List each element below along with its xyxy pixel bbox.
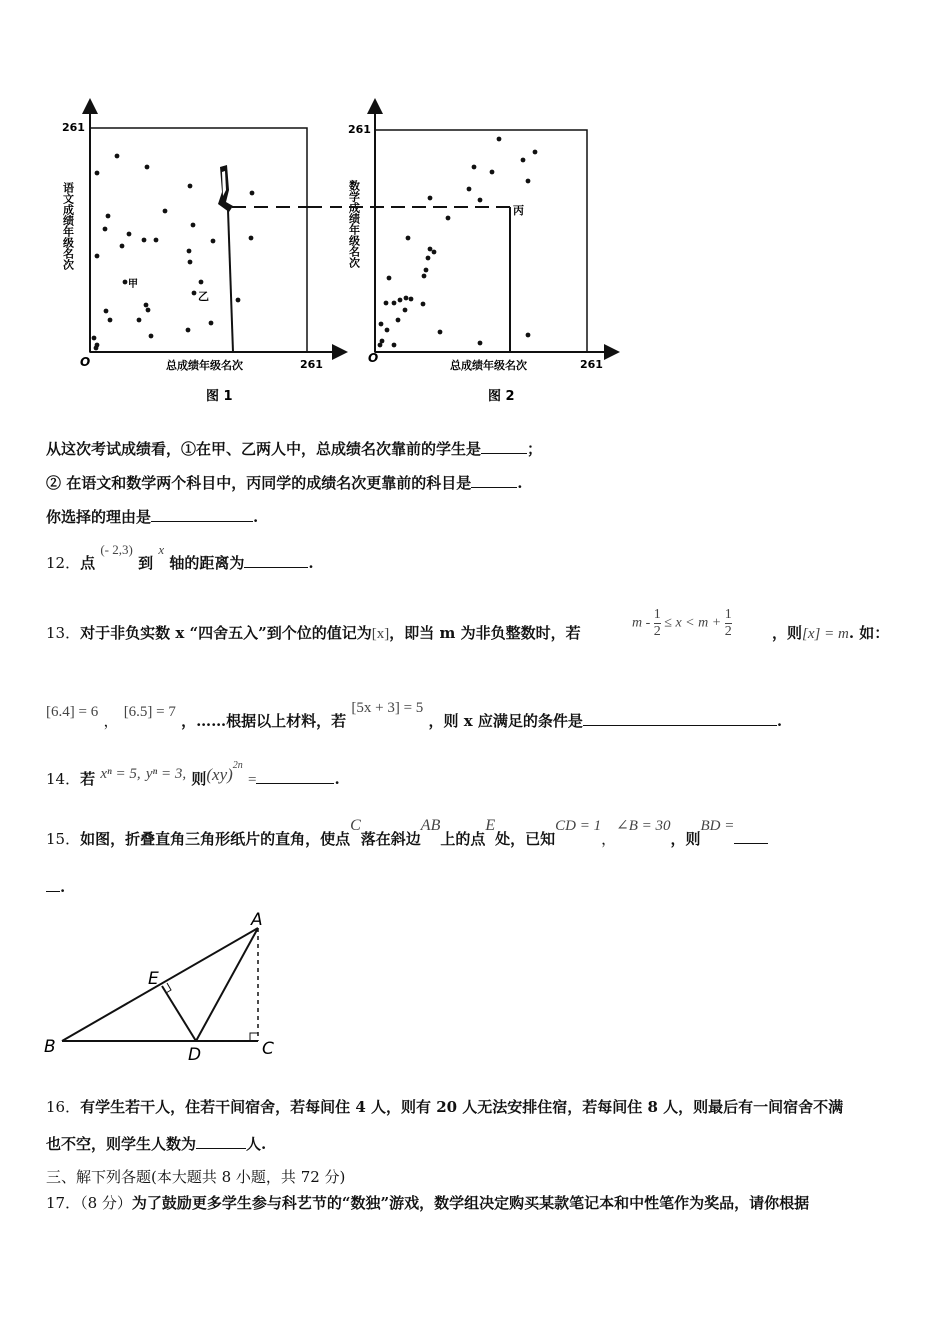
q14-mid: 则 [191, 770, 207, 788]
q11-line-1 [46, 438, 542, 459]
q12-line [46, 542, 314, 573]
fig2-x-right: 261 [580, 358, 603, 371]
q16-line-1 [46, 1096, 843, 1117]
q13-text-c: ，则 [772, 624, 803, 642]
q11-line3-end: . [253, 508, 259, 526]
fig1-point [106, 214, 111, 219]
fig1-point [108, 318, 113, 323]
fig1-point [154, 238, 159, 243]
fig1-point [163, 209, 168, 214]
fig1-point [94, 346, 99, 351]
fig1-point [95, 254, 100, 259]
fig2-point [446, 216, 451, 221]
fig2-point [392, 301, 397, 306]
answer-blank-q14[interactable] [256, 768, 334, 784]
fig2-point [422, 274, 427, 279]
figure-1 [62, 106, 341, 404]
q17-line [46, 1192, 809, 1213]
q13-text-d: . 如： [848, 624, 890, 642]
fig2-point [467, 187, 472, 192]
fig1-point [191, 223, 196, 228]
q12-mid: 到 [138, 554, 154, 572]
q17-text: 为了鼓励更多学生参与科艺节的“数独”游戏，数学组决定购买某款笔记本和中性笔作为奖品，请你根据 [131, 1194, 810, 1212]
side-ba [62, 928, 258, 1041]
q15-text-b: 落在斜边 [360, 830, 421, 848]
fig2-point [478, 341, 483, 346]
answer-blank-2[interactable] [471, 472, 517, 488]
q12-end: . [308, 554, 314, 572]
q13-ineq-mid: ≤ x < m + [664, 615, 722, 631]
fig2-point [497, 137, 502, 142]
q13-frac2-den: 2 [724, 624, 732, 639]
q13-frac1-den: 2 [653, 624, 661, 639]
q11-line2-text: ② 在语文和数学两个科目中，丙同学的成绩名次更靠前的科目是 [46, 474, 472, 492]
fig2-point [533, 150, 538, 155]
fig1-point [187, 249, 192, 254]
fig1-point [186, 328, 191, 333]
fig1-point [103, 227, 108, 232]
triangle-figure [40, 905, 290, 1065]
label-d: D [188, 1045, 202, 1065]
q15-angle: ∠B = 30 [616, 818, 671, 834]
fig2-point [396, 318, 401, 323]
fig1-x-label: 总成绩年级名次 [166, 359, 243, 372]
q11-line2-end: . [517, 474, 523, 492]
fig2-point [478, 198, 483, 203]
q13-number: 13． [46, 624, 81, 642]
fig2-y-label: 数学成绩年级名次 [347, 180, 361, 268]
fig1-y-top: 261 [62, 121, 85, 134]
q13-line-1-tail [772, 622, 889, 643]
q15-point-c: C [350, 817, 361, 834]
fig1-point [145, 165, 150, 170]
q15-bd: BD = [700, 818, 735, 834]
fig2-point [387, 276, 392, 281]
fig1-point [188, 184, 193, 189]
fig2-point [409, 297, 414, 302]
fig1-point [199, 280, 204, 285]
q14-pre: 若 [80, 770, 96, 788]
fig1-point [236, 298, 241, 303]
label-jia: 甲 [128, 279, 138, 290]
q13-line-2: [6.4] = 6 ， [6.5] = 7 ，……根据以上材料，若 [5x + 3] = 5 ，则 x 应满足的条件是 . [46, 700, 783, 730]
q11-line1-text: 从这次考试成绩看，①在甲、乙两人中，总成绩名次靠前的学生是 [46, 440, 482, 458]
q13-inequality [632, 607, 732, 640]
fig2-point [428, 247, 433, 252]
fig2-points [378, 137, 538, 348]
q16-text-1: 有学生若干人，住若干间宿舍，若每间住 4 人，则有 20 人无法安排住宿，若每间住 8 人，则最后有一间宿舍不满 [80, 1098, 844, 1116]
fig2-point [378, 343, 383, 348]
fig1-point [95, 171, 100, 176]
segment-ed [162, 986, 196, 1041]
q13-line2-text-a: ，……根据以上材料，若 [181, 712, 347, 730]
q13-line-1 [46, 622, 581, 643]
q13-frac2-num: 1 [724, 607, 732, 622]
fig1-point [192, 291, 197, 296]
q13-example-2: [6.5] = 7 [123, 704, 176, 720]
fig2-point [404, 296, 409, 301]
q11-line3-text: 你选择的理由是 [46, 508, 152, 526]
q13-frac1-num: 1 [653, 607, 661, 622]
answer-blank-q16[interactable] [196, 1133, 246, 1149]
q15-point-e: E [485, 817, 496, 834]
fig2-point [521, 158, 526, 163]
fig2-point [384, 301, 389, 306]
answer-blank-3[interactable] [151, 506, 253, 522]
section-3-heading: 三、解下列各题(本大题共 8 小题，共 72 分) [46, 1168, 346, 1186]
label-c: C [262, 1039, 274, 1059]
answer-blank-q15[interactable] [734, 828, 768, 844]
figure-2 [348, 106, 613, 404]
fig1-point [142, 238, 147, 243]
label-yi: 乙 [198, 290, 209, 303]
q15-number: 15． [46, 830, 81, 848]
q13-fraction-2 [725, 607, 732, 640]
fig2-x-label: 总成绩年级名次 [450, 359, 527, 372]
answer-blank-q15-cont[interactable] [46, 876, 60, 892]
fig1-caption: 图 1 [206, 389, 233, 404]
fig1-point [92, 336, 97, 341]
q17-score: （8 分） [80, 1194, 132, 1212]
fig1-x-right: 261 [300, 358, 323, 371]
right-angle-c [250, 1033, 258, 1041]
fig1-origin: O [80, 355, 91, 369]
q15-line: 15．如图，折叠直角三角形纸片的直角，使点C落在斜边AB上的点E处，已知CD = 1，∠B = 30，则BD = [46, 828, 768, 849]
q14-end: . [334, 770, 340, 788]
q11-line-3 [46, 506, 258, 527]
answer-blank-q12[interactable] [244, 552, 308, 568]
label-e: E [148, 969, 159, 989]
q11-line1-end: ； [527, 440, 543, 458]
fig1-point [137, 318, 142, 323]
fig1-point [144, 303, 149, 308]
q17-number: 17． [46, 1194, 81, 1212]
q12-post: 轴的距离为 [169, 554, 245, 572]
fig1-point [211, 239, 216, 244]
q14-cond-1: xⁿ = 5, [100, 766, 141, 782]
fig1-frame [90, 128, 307, 352]
q13-example-3: [5x + 3] = 5 [351, 700, 424, 716]
right-angle-e [166, 983, 171, 993]
fig2-point [426, 256, 431, 261]
q14-expr: (xy) [206, 765, 233, 784]
q14-line [46, 760, 340, 789]
fig1-point [146, 308, 151, 313]
q15-text-d: 处，已知 [495, 830, 556, 848]
fig2-point [406, 236, 411, 241]
q13-fraction-1 [654, 607, 661, 640]
fig2-point [428, 196, 433, 201]
q13-example-1: [6.4] = 6 [46, 704, 99, 720]
label-bing: 丙 [513, 204, 524, 217]
scatter-figures [0, 90, 640, 410]
q12-number: 12． [46, 554, 81, 572]
q14-exponent: 2n [232, 760, 243, 771]
fig2-point [424, 268, 429, 273]
fig2-point [392, 343, 397, 348]
label-b: B [44, 1037, 56, 1057]
fig1-point [188, 260, 193, 265]
fig1-point [115, 154, 120, 159]
answer-blank-q13[interactable] [583, 710, 777, 726]
q15-cd: CD = 1 [555, 818, 602, 834]
fig1-point [123, 280, 128, 285]
q13-line2-end: . [776, 712, 783, 730]
q14-cond-2: yⁿ = 3, [145, 766, 187, 782]
fig2-point [398, 298, 403, 303]
fig2-point [432, 250, 437, 255]
q11-line-2 [46, 472, 522, 493]
fig2-point [379, 322, 384, 327]
q13-text-b: ，即当 m 为非负整数时，若 [389, 624, 581, 642]
q12-point: (- 2,3) [100, 542, 133, 557]
fig2-point [472, 165, 477, 170]
fig1-y-label: 语文成绩年级名次 [61, 182, 75, 270]
fig2-point [438, 330, 443, 335]
q13-ineq-left: m - [632, 615, 651, 631]
answer-blank-1[interactable] [481, 438, 527, 454]
fig1-point [249, 236, 254, 241]
q16-number: 16． [46, 1098, 81, 1116]
q14-equals: = [248, 772, 257, 788]
q13-text-a: 对于非负实数 x “四舍五入”到个位的值记为 [80, 624, 372, 642]
q13-result: [x] = m [802, 626, 849, 642]
fig2-point [526, 179, 531, 184]
fig2-point [403, 308, 408, 313]
fig1-point [104, 309, 109, 314]
q15-text-a: 如图，折叠直角三角形纸片的直角，使点 [80, 830, 351, 848]
q16-text-2b: 人. [246, 1135, 267, 1153]
fig1-point [209, 321, 214, 326]
q15-end: . [60, 878, 66, 896]
q13-bracket-x: [x] [371, 626, 390, 642]
q16-line-2 [46, 1133, 266, 1154]
q15-ab: AB [420, 817, 441, 834]
q13-line2-text-b: ，则 x 应满足的条件是 [428, 712, 583, 730]
fig2-origin: O [368, 351, 379, 365]
label-a: A [251, 910, 263, 930]
fig2-caption: 图 2 [488, 389, 515, 404]
fig2-y-top: 261 [348, 123, 371, 136]
q16-text-2a: 也不空，则学生人数为 [46, 1135, 197, 1153]
q15-line-2 [46, 876, 65, 896]
fig1-vertical-guide [228, 210, 233, 352]
fig1-point [120, 244, 125, 249]
fig1-point [127, 232, 132, 237]
q15-text-c: 上的点 [440, 830, 486, 848]
q15-text-e: ，则 [670, 830, 701, 848]
q12-axis: x [158, 542, 165, 557]
q14-number: 14． [46, 770, 81, 788]
fig2-point [526, 333, 531, 338]
fig2-frame [375, 130, 587, 352]
fig2-point [421, 302, 426, 307]
fig1-point [149, 334, 154, 339]
fig2-point [385, 328, 390, 333]
q12-pre: 点 [80, 554, 96, 572]
fig2-point [490, 170, 495, 175]
fig1-point [250, 191, 255, 196]
